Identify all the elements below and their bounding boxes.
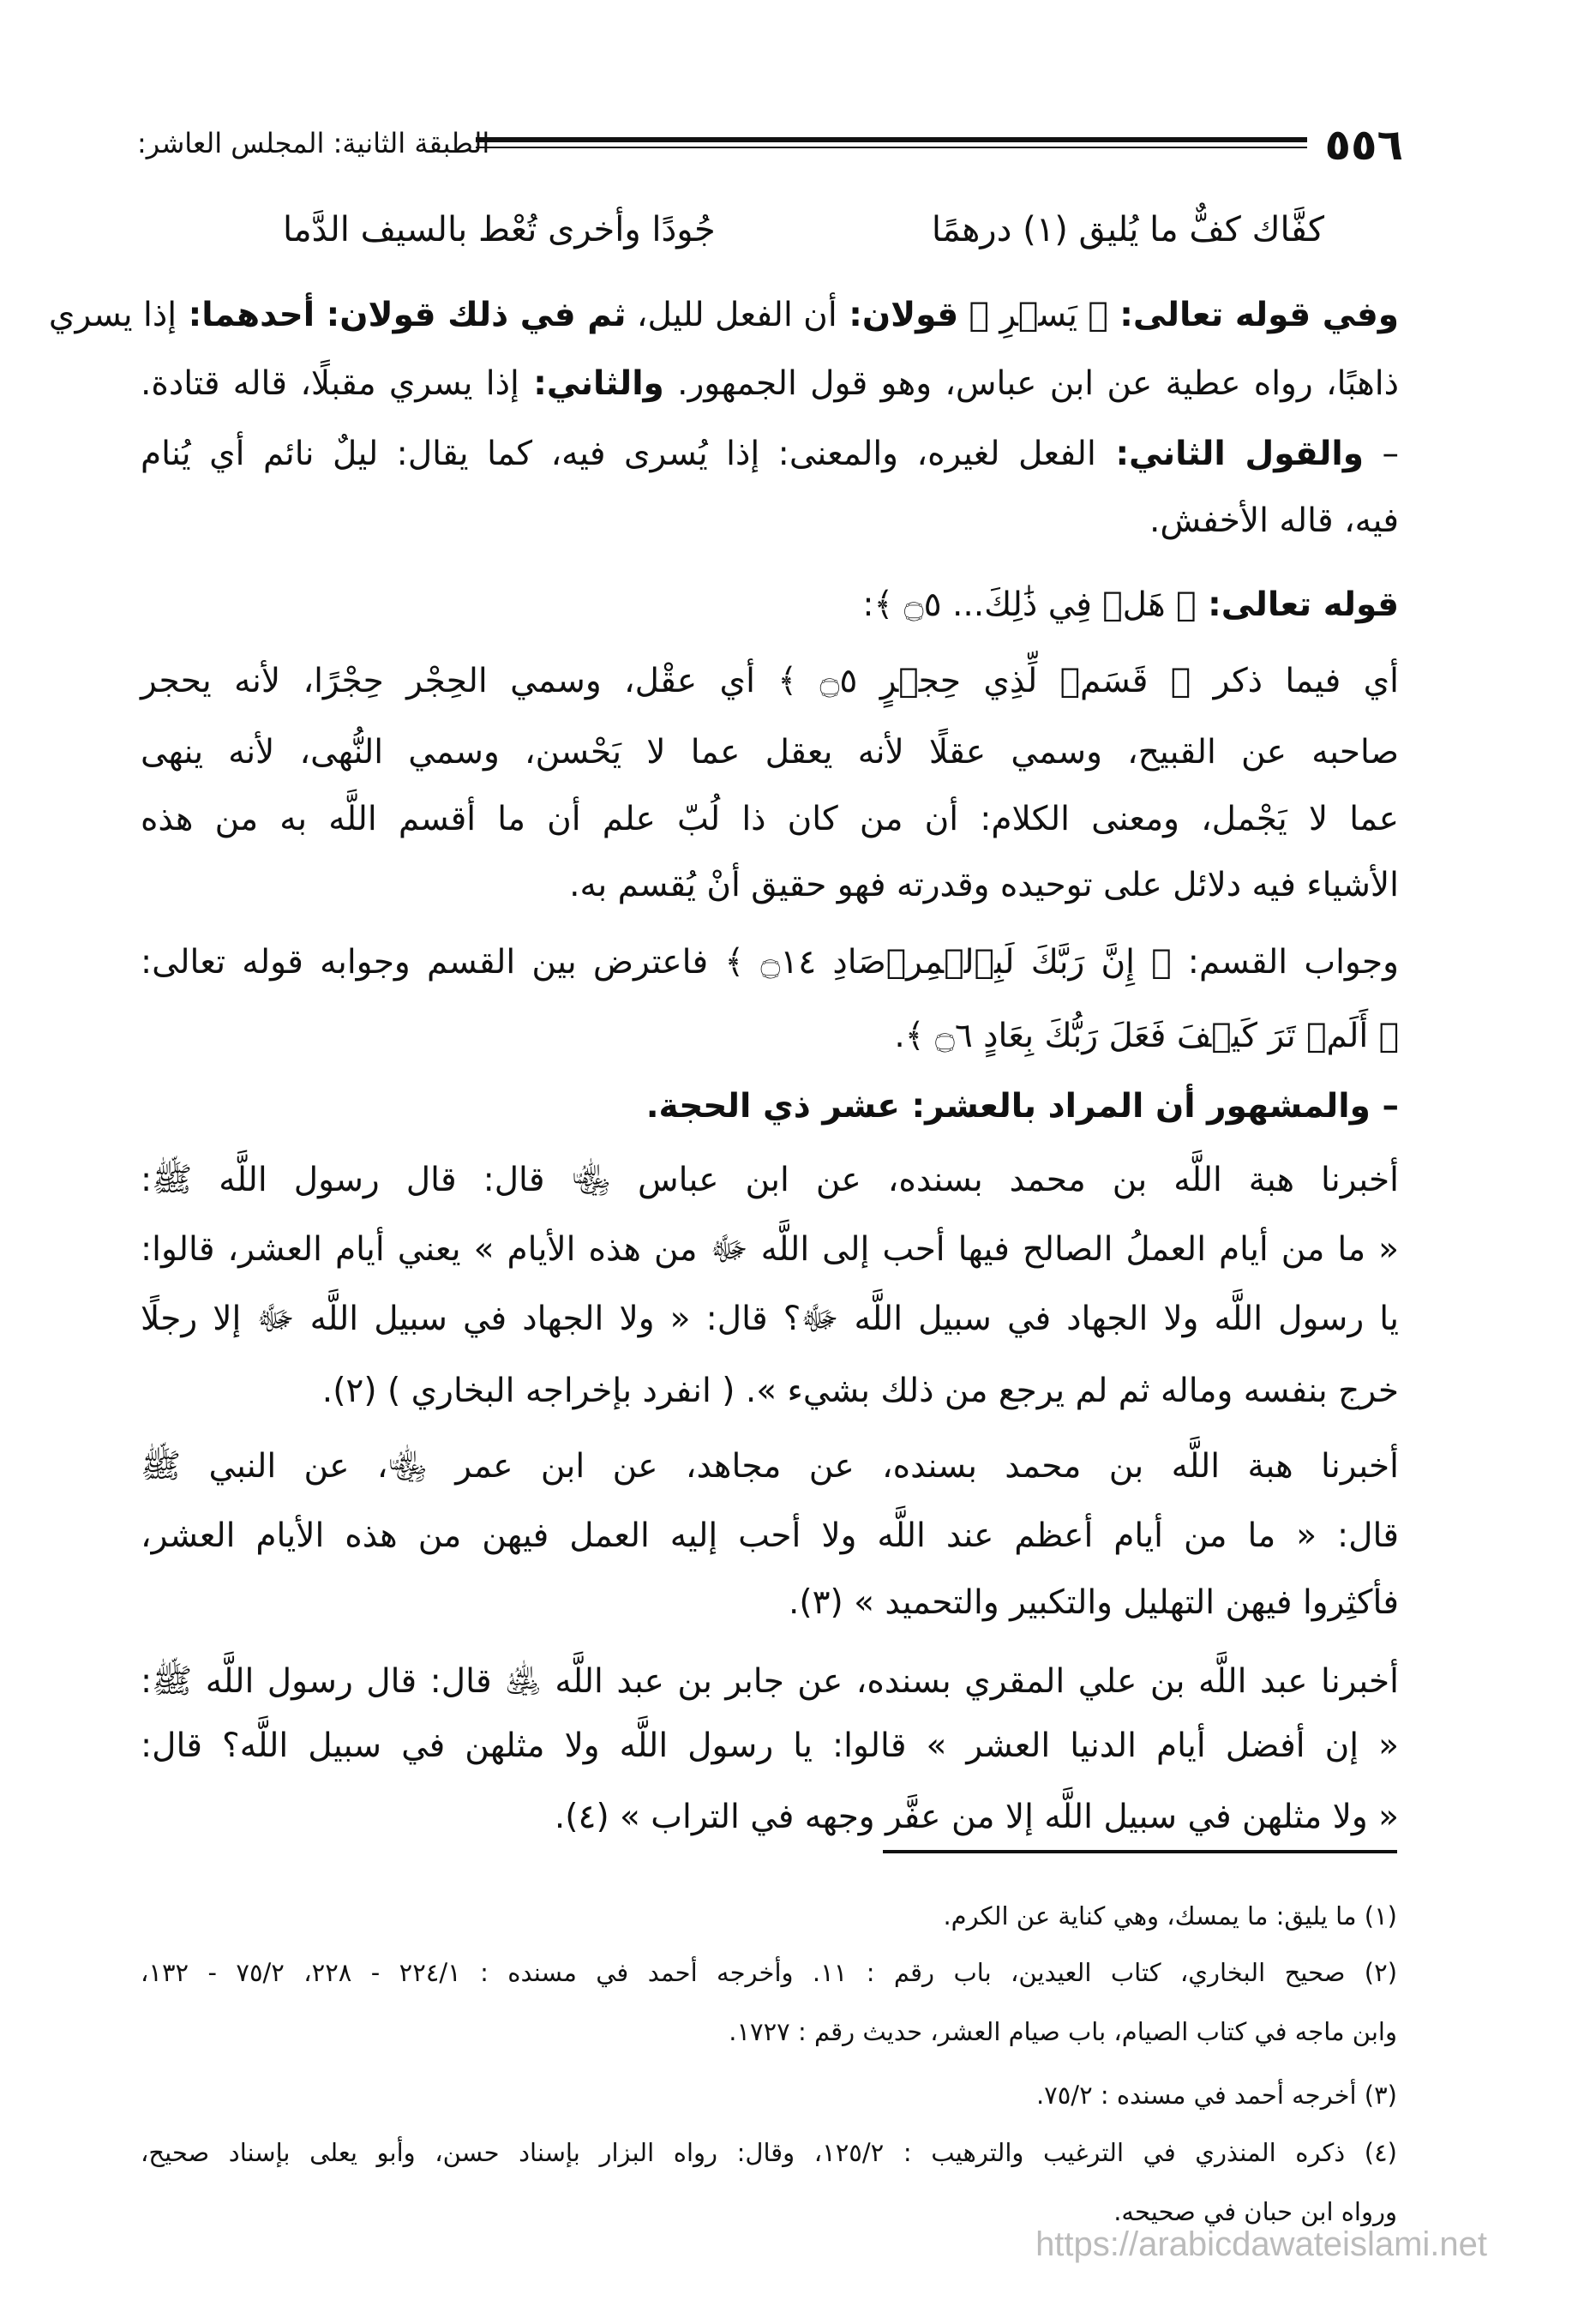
bold-text: ثم في ذلك قولان: أحدهما: <box>177 296 627 334</box>
text-segment: أي فيما ذكر ﴿ قَسَمٞ لِّذِي حِجۡرٍ ۝٥ ﴾ أي عقْل، وسمي الحِجْر حِجْرًا، لأنه يحجر <box>141 662 1400 700</box>
text-line <box>141 1583 1399 1622</box>
text-line <box>141 1017 1399 1055</box>
text-segment: ﴿ أَلَمۡ تَرَ كَيۡفَ فَعَلَ رَبُّكَ بِعَادٍ ۝٦ ﴾. <box>894 1017 1399 1055</box>
verse-first-hemistich: كفَّاك كفٌّ ما يُليق (١) درهمًا <box>931 210 1324 249</box>
text-line <box>141 1228 1399 1277</box>
text-segment: صاحبه عن القبيح، وسمي عقلًا لأنه يعقل عما لا يَحْسن، وسمي النُّهى، لأنه ينهى <box>141 733 1399 772</box>
text-segment: قال: « ما من أيام أعظم عند اللَّه ولا أحب إليه العمل فيهن من هذه الأيام العشر، <box>141 1516 1399 1555</box>
text-segment: « إن أفضل أيام الدنيا العشر » قالوا: يا رسول اللَّه ولا مثلهن في سبيل اللَّه؟ قال: <box>141 1726 1399 1765</box>
bold-text: – والمشهور أن المراد بالعشر: عشر ذي الحجة. <box>645 1087 1399 1126</box>
text-line <box>141 733 1399 772</box>
text-line <box>141 662 1399 700</box>
page-number: ٥٥٦ <box>1324 120 1403 170</box>
text-line <box>141 1159 1399 1208</box>
text-segment: « ما من أيام العملُ الصالح فيها أحب إلى اللَّه ﷻ من هذه الأيام » يعني أيام العشر، قالوا: <box>141 1230 1399 1269</box>
text-segment: خرج بنفسه وماله ثم لم يرجع من ذلك بشيء ». ( انفرد بإخراجه البخاري ) (٢). <box>321 1372 1399 1410</box>
text-line <box>141 586 1399 624</box>
text-segment: الفعل لغيره، والمعنى: إذا يُسرى فيه، كما يقال: ليلٌ نائم أي يُنام <box>141 435 1096 473</box>
text-line <box>141 435 1399 473</box>
text-line <box>141 364 1399 403</box>
text-segment: يا رسول اللَّه ولا الجهاد في سبيل اللَّه ﷻ؟ قال: « ولا الجهاد في سبيل اللَّه ﷻ إلا رجلًا <box>141 1300 1399 1338</box>
watermark: https://arabicdawateislami.net <box>1035 2225 1487 2263</box>
text-segment: وجواب القسم: ﴿ إِنَّ رَبَّكَ لَبِٱلۡمِرۡصَادِ ۝١٤ ﴾ فاعترض بين القسم وجوابه قوله تعالى: <box>141 943 1399 982</box>
verse-second-hemistich: جُودًا وأخرى تُعْط بالسيف الدَّما <box>283 210 716 249</box>
text-line <box>48 296 1399 334</box>
text-segment: أخبرنا هبة اللَّه بن محمد بسنده، عن مجاهد، عن ابن عمر ﵄، عن النبي ﷺ <box>141 1447 1399 1486</box>
text-line <box>141 1726 1399 1765</box>
text-line <box>141 800 1399 838</box>
text-line <box>141 1516 1399 1555</box>
text-segment: فيه، قاله الأخفش. <box>1149 501 1399 540</box>
text-segment: فأكثِروا فيهن التهليل والتكبير والتحميد » (٣). <box>788 1583 1399 1622</box>
footnote: (١) ما يليق: ما يمسك، وهي كناية عن الكرم. <box>943 1901 1397 1931</box>
bold-text: قولان: <box>837 296 959 334</box>
footnote: وابن ماجه في كتاب الصيام، باب صيام العشر، حديث رقم : ١٧٢٧. <box>729 2017 1397 2046</box>
header-rule <box>476 137 1307 148</box>
text-segment: ﴿ هَلۡ فِي ذَٰلِكَ... ۝٥ ﴾: <box>862 586 1197 624</box>
text-line <box>141 943 1399 982</box>
bold-text: والثاني: <box>519 364 664 403</box>
bold-text: وفي قوله تعالى: <box>1107 296 1399 334</box>
bold-text: والقول الثاني: <box>1095 435 1364 473</box>
text-segment: – <box>1364 435 1399 473</box>
text-segment: الأشياء فيه دلائل على توحيده وقدرته فهو حقيق أنْ يُقسم به. <box>569 866 1399 904</box>
text-line <box>141 1087 1399 1126</box>
text-segment: إذا يسري <box>48 296 177 334</box>
text-line <box>141 1372 1399 1410</box>
footnote-separator <box>883 1850 1397 1853</box>
text-line <box>141 1660 1399 1709</box>
text-line <box>141 501 1399 540</box>
text-segment: « ولا مثلهن في سبيل اللَّه إلا من عفَّر وجهه في التراب » (٤). <box>554 1798 1399 1836</box>
text-segment: عما لا يَجْمل، ومعنى الكلام: أن من كان ذا لُبّ علم أن ما أقسم اللَّه به من هذه <box>141 800 1399 838</box>
running-title: الطبقة الثانية: المجلس العاشر: <box>137 127 490 159</box>
text-segment: ﴿ يَسۡرِ ﴾ <box>958 296 1108 334</box>
footnote: ورواه ابن حبان في صحيحه. <box>1113 2197 1397 2226</box>
text-segment: ذاهبًا، رواه عطية عن ابن عباس، وهو قول الجمهور. <box>663 364 1399 403</box>
text-line <box>141 1298 1399 1347</box>
text-segment: أخبرنا هبة اللَّه بن محمد بسنده، عن ابن عباس ﵄ قال: قال رسول اللَّه ﷺ: <box>141 1161 1399 1199</box>
text-segment: أخبرنا عبد اللَّه بن علي المقري بسنده، عن جابر بن عبد اللَّه ﵁ قال: قال رسول اللَّه ﷺ: <box>141 1662 1399 1701</box>
text-segment: أن الفعل لليل، <box>626 296 837 334</box>
footnote: (٣) أخرجه أحمد في مسنده : ٧٥/٢. <box>1035 2081 1397 2110</box>
footnote: (٤) ذكره المنذري في الترغيب والترهيب : ١٢٥/٢، وقال: رواه البزار بإسناد حسن، وأبو يعلى بإسناد صحيح، <box>141 2138 1397 2167</box>
text-line <box>141 866 1399 904</box>
text-line <box>141 1798 1399 1836</box>
footnote: (٢) صحيح البخاري، كتاب العيدين، باب رقم : ١١. وأخرجه أحمد في مسنده : ٢٢٤/١ - ٢٢٨، ٧٥/٢ - ١٣٢، <box>141 1958 1398 1987</box>
text-segment: إذا يسري مقبلًا، قاله قتادة. <box>141 364 519 403</box>
bold-text: قوله تعالى: <box>1196 586 1399 624</box>
text-line <box>141 1445 1399 1494</box>
